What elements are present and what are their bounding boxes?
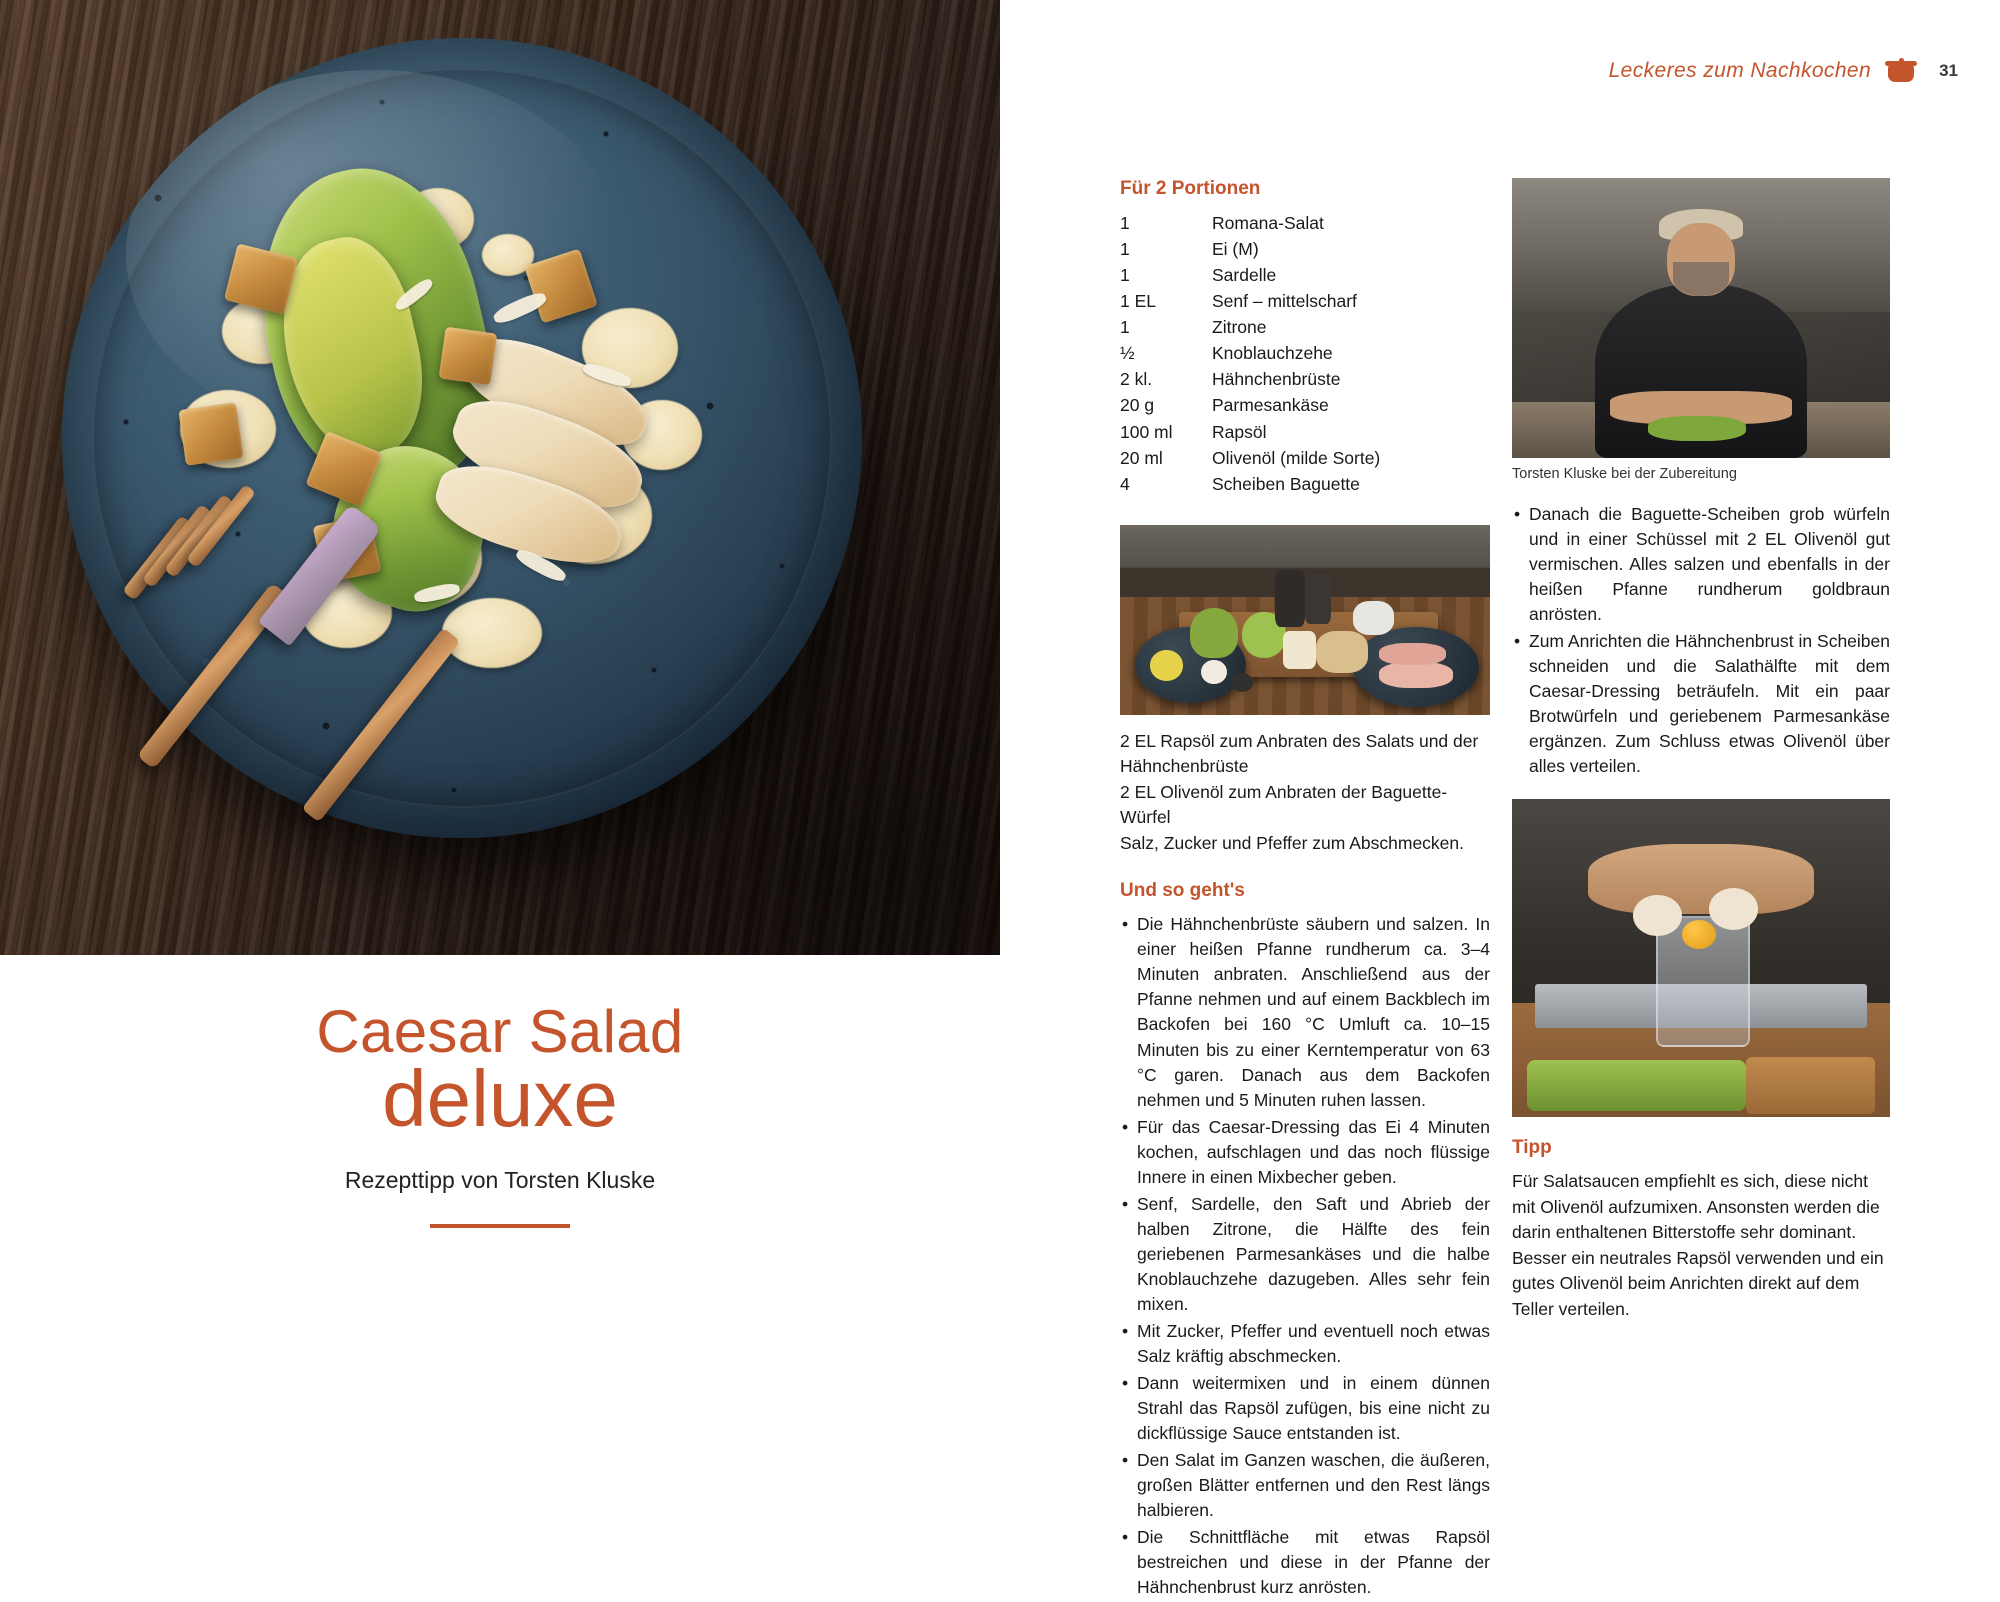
title-divider: [430, 1224, 570, 1228]
extra-notes: [1120, 729, 1490, 857]
cooking-pot-icon: [1885, 58, 1919, 84]
column-right: [1512, 178, 1890, 1322]
table-row: [1120, 366, 1490, 392]
method-heading: Und so geht's: [1120, 880, 1245, 902]
portrait-photo-torsten-kluske: [1512, 178, 1890, 458]
list-item: • Zum Anrichten die Hähnchenbrust in Scheiben schneiden und die Salathälfte mit dem Caesar-Dressing beträufeln. Mit ein paar Brotwürfeln und geriebenem Parmesankäse ergänzen. Zum Schluss etwas Olivenöl über alles verteilen.: [1512, 629, 1890, 779]
brand-label: Leckeres zum Nachkochen: [1608, 59, 1872, 82]
recipe-author: Rezepttipp von Torsten Kluske: [344, 1167, 656, 1193]
ingredient-qty: 20 ml: [1120, 447, 1163, 468]
left-page: [0, 0, 1000, 1415]
list-item: • Mit Zucker, Pfeffer und eventuell noch etwas Salz kräftig abschmecken.: [1120, 1319, 1490, 1369]
ingredient-qty: 1 EL: [1120, 291, 1156, 312]
crouton: [439, 327, 498, 386]
list-item: • Den Salat im Ganzen waschen, die äußeren, großen Blätter entfernen und den Rest längs halbieren.: [1120, 1448, 1490, 1523]
ingredient-qty: 100 ml: [1120, 421, 1173, 442]
table-row: [1120, 471, 1490, 497]
ingredient-qty: 1: [1120, 239, 1130, 260]
ingredient-qty: 2 kl.: [1120, 369, 1153, 390]
ingredient-name: Parmesankäse: [1212, 395, 1329, 416]
brand-header: [1609, 58, 1958, 84]
egg-cracking-photo: [1512, 799, 1890, 1117]
ingredient-name: Scheiben Baguette: [1212, 473, 1360, 494]
table-row: [1120, 419, 1490, 445]
list-item: • Die Schnittfläche mit etwas Rapsöl bestreichen und diese in der Pfanne der Hähnchenbrust kurz anrösten.: [1120, 1525, 1490, 1600]
ingredient-name: Ei (M): [1212, 239, 1259, 260]
page-title-line2: deluxe: [382, 1054, 618, 1143]
method-steps-right: [1512, 502, 1890, 779]
tip-text: Für Salatsaucen empfiehlt es sich, diese nicht mit Olivenöl aufzumixen. Ansonsten werden die darin enthaltenen Bitterstoffe sehr dominant. Besser ein neutrales Rapsöl verwenden und ein gutes Olivenöl beim Anrichten direkt auf dem Teller verteilen.: [1512, 1171, 1884, 1319]
table-row: [1120, 340, 1490, 366]
extra-note-3: Salz, Zucker und Pfeffer zum Abschmecken.: [1120, 832, 1465, 853]
list-item: • Die Hähnchenbrüste säubern und salzen. In einer heißen Pfanne rundherum ca. 3–4 Minuten anbraten. Anschließend aus der Pfanne nehmen und auf einem Backblech im Backofen bei 160 °C Umluft ca. 10–15 Minuten bis zu einer Kerntemperatur von 63 °C garen. Danach aus dem Backofen nehmen und 5 Minuten ruhen lassen.: [1120, 912, 1490, 1112]
ingredient-qty: 20 g: [1120, 395, 1155, 416]
mise-en-place-photo: [1120, 525, 1490, 715]
list-item: • Danach die Baguette-Scheiben grob würfeln und in einer Schüssel mit 2 EL Olivenöl gut vermischen. Alles salzen und ebenfalls in der heißen Pfanne rundherum goldbraun anrösten.: [1512, 502, 1890, 627]
ingredient-name: Zitrone: [1212, 317, 1267, 338]
tip-heading: Tipp: [1512, 1137, 1552, 1159]
ingredient-qty: 1: [1120, 213, 1130, 233]
ingredient-name: Senf – mittelscharf: [1212, 291, 1357, 312]
ingredients-heading: Für 2 Portionen: [1120, 178, 1261, 199]
ingredient-name: Hähnchenbrüste: [1212, 369, 1341, 390]
extra-note-1: 2 EL Rapsöl zum Anbraten des Salats und der Hähnchenbrüste: [1120, 730, 1479, 777]
method-steps-left: [1120, 912, 1490, 1599]
ingredient-name: Rapsöl: [1212, 421, 1267, 442]
portrait-caption: Torsten Kluske bei der Zubereitung: [1512, 466, 1737, 482]
page-title-line1: Caesar Salad: [316, 998, 684, 1065]
hero-photo-caesar-salad: [0, 0, 1000, 955]
ingredient-qty: 4: [1120, 473, 1130, 494]
ingredients-table: [1120, 210, 1490, 497]
table-row: [1120, 314, 1490, 340]
knife: [300, 500, 630, 800]
extra-note-2: 2 EL Olivenöl zum Anbraten der Baguette-Würfel: [1120, 781, 1448, 828]
right-page: [1000, 0, 2000, 1597]
ingredient-qty: ½: [1120, 343, 1135, 364]
table-row: [1120, 236, 1490, 262]
list-item: • Für das Caesar-Dressing das Ei 4 Minuten kochen, aufschlagen und das noch flüssige Innere in einen Mixbecher geben.: [1120, 1115, 1490, 1190]
ingredient-name: Romana-Salat: [1212, 213, 1324, 233]
table-row: [1120, 210, 1490, 236]
recipe-title-block: [0, 1000, 1000, 1228]
ingredient-qty: 1: [1120, 265, 1130, 286]
table-row: [1120, 445, 1490, 471]
crouton: [178, 402, 243, 466]
table-row: [1120, 288, 1490, 314]
list-item: • Dann weitermixen und in einem dünnen Strahl das Rapsöl zufügen, bis eine nicht zu dickflüssige Sauce entstanden ist.: [1120, 1371, 1490, 1446]
column-left: [1120, 178, 1490, 1602]
ingredient-name: Olivenöl (milde Sorte): [1212, 447, 1381, 468]
table-row: [1120, 392, 1490, 418]
ingredient-qty: 1: [1120, 317, 1130, 338]
ingredient-name: Knoblauchzehe: [1212, 343, 1333, 364]
ingredient-name: Sardelle: [1212, 265, 1277, 286]
list-item: • Senf, Sardelle, den Saft und Abrieb der halben Zitrone, die Hälfte des fein geriebenen Parmesankäses und die halbe Knoblauchzehe dazugeben. Alles sehr fein mixen.: [1120, 1192, 1490, 1317]
page-number: 31: [1939, 61, 1958, 80]
table-row: [1120, 262, 1490, 288]
